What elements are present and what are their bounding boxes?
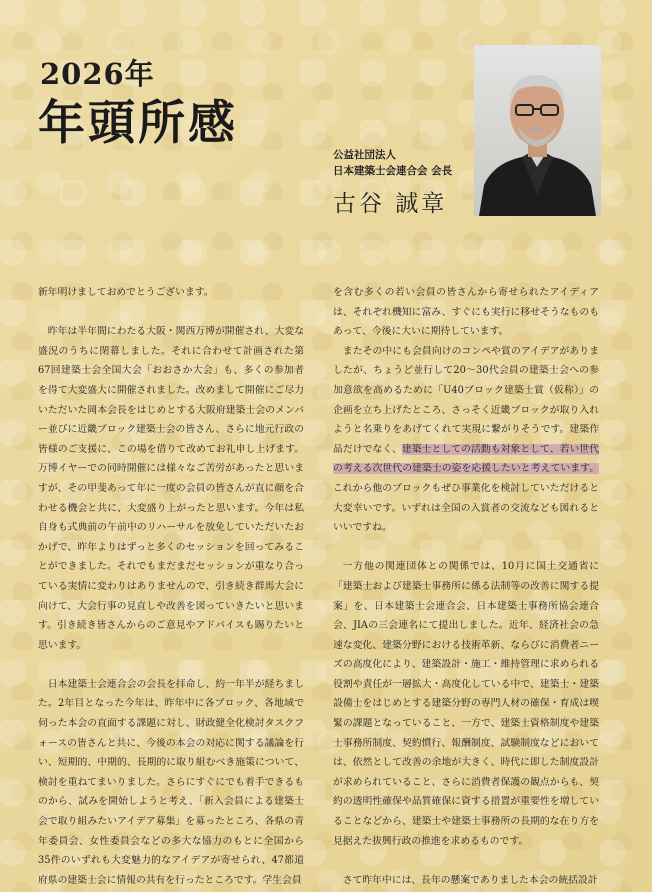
year-title: 2026年: [40, 57, 155, 91]
text-segment: またその中にも会員向けのコンペや賞のアイデアがありましたが、ちょうど並行して20～30代会員の建築士会への参加意欲を高めるために「U40ブロック建築士賞（仮称）」の企画を立ち上げたところ、さっそく近畿ブロックが取り入れようと名乗りをあげてくれて実現に繋がりそうです。建築作品だけでなく、: [333, 345, 599, 455]
text-segment: これから他のブロックもぜひ事業化を検討していただけると大変幸いです。いずれは全国の入賞者の交流なども図れるといいですね。: [333, 482, 599, 534]
body-paragraph: さて昨年中には、長年の懸案でありました本会の統括設計: [342, 874, 598, 886]
highlighted-text: 建築士としての活動も対象として、若い世代の考える次世代の建築士の姿を応援したいと考えています。: [333, 443, 599, 475]
author-position: 日本建築士会連合会 会長: [333, 165, 453, 177]
page-title: 年頭所感: [38, 96, 238, 151]
greeting-paragraph: 新年明けましておめでとうございます。: [38, 287, 214, 298]
author-name: 古谷 誠章: [333, 191, 448, 217]
author-organization: 公益社団法人: [333, 149, 396, 161]
body-paragraph: 日本建築士会連合会の会長を拝命し、約一年半が経ちました。2年目となった今年は、昨年中に各ブロック、各地域で伺った本会の直面する課題に対し、財政健全化検討タスクフォースの皆さんと共に、今後の本会の対応に関する議論を行い、短期的、中期的、長期的に取り組むべき施策について、検討を重ねてまいりました。さらにすぐにでも着手できるものから、試みを開始しようと考え、「新入会員による建築士会で取り組みたいアイデア募集」を募ったところ、各県の青年委員会、女性委員会などの多大な協力のもとに全国から35件のいずれも大変魅力的なアイデアが寄せられ、47都道府県の建築士会に情報の共有を行ったところです。学生会員: [38, 678, 304, 886]
body-paragraph: [333, 342, 599, 538]
right-text-column: [333, 283, 599, 890]
body-paragraph: 昨年は半年間にわたる大阪・関西万博が開催され、大変な盛況のうちに閉幕しました。それに合わせて計画された第67回建築士会全国大会「おおさか大会」も、多くの参加者を得て大変盛大に開催されました。改めまして開催にご尽力いただいた岡本会長をはじめとする大阪府建築士会のメンバー並びに近畿ブロック建築士会の皆さん、さらに地元行政の皆様のご支援に、この場を借りて改めてお礼申し上げます。万博イヤーでの同時開催には様々なご苦労があったと思いますが、その甲斐あって年に一度の会員の皆さんが直に顔を合わせる機会と共に、大変盛り上がったと思います。今年は私自身も式典前の午前中のリハーサルを放免していただいたおかげで、昨年よりはずっと多くのセッションを回ってみることができました。それでもまだまだセッションが重なり合っている実情に変わりはありませんので、引き続き群馬大会に向けて、大会行事の見直しや改善を図っていきたいと思います。引き続き皆さんからのご意見やアドバイスも賜りたいと思います。: [38, 326, 304, 651]
body-paragraph: 一方他の関連団体との関係では、10月に国土交通省に「建築士および建築士事務所に係る法制等の改善に関する提案」を、日本建築士会連合会、日本建築士事務所協会連合会、JIAの三会連名にて提出しました。近年、経済社会の急速な変化、建築分野における技術革新、ならびに消費者ニーズの高度化により、建築設計・施工・維持管理に求められる役割や責任が一層拡大・高度化している中で、建築士・建築設備士をはじめとする建築分野の専門人材の確保・育成は喫緊の課題となっていること、一方で、建築士資格制度や建築士事務所制度、契約慣行、報酬制度、試験制度などにおいては、依然として改善の余地が大きく、時代に即した制度設計が求められていること、さらに消費者保護の観点からも、契約の透明性確保や品質確保に資する措置が重要性を増していることなどから、建築士や建築士事務所の長期的な在り方を見据えた抜興行政の推進を求めるものです。: [333, 561, 599, 847]
author-block: [333, 148, 452, 218]
left-text-column: [38, 283, 304, 890]
body-paragraph: を含む多くの若い会員の皆さんから寄せられたアイディアは、それぞれ機知に富み、すぐにも実行に移せそうなものもあって、今後に大いに期待しています。: [333, 287, 599, 338]
portrait-photo-icon: [474, 45, 601, 216]
